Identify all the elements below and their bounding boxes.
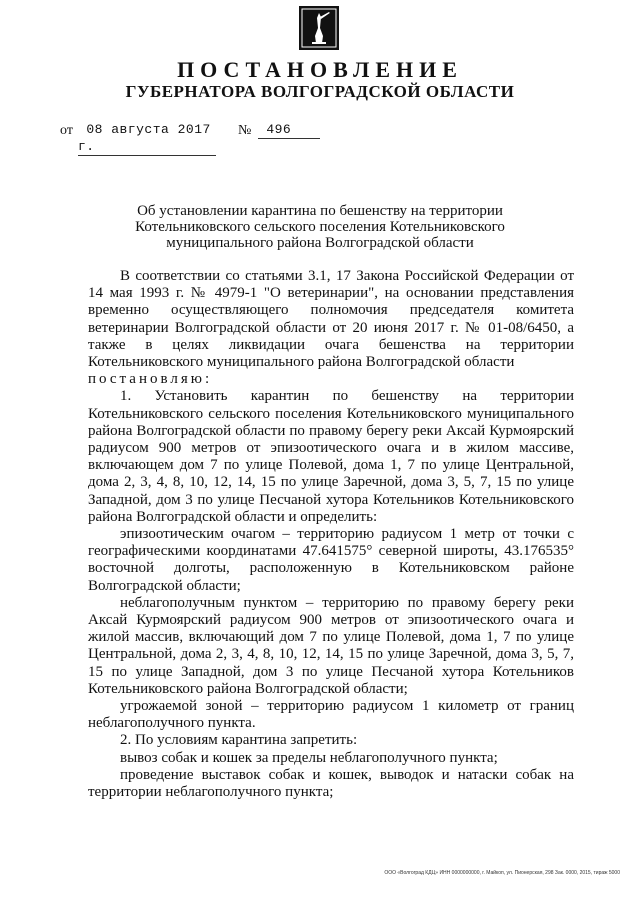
document-heading: Об установлении карантина по бешенству на территории Котельниковского сельского поселения Котельниковского муниципального района Волгоградской области [135, 203, 505, 251]
date-value: 08 августа 2017 г. [78, 121, 216, 156]
clause-1-zone: угрожаемой зоной – территорию радиусом 1 километр от границ неблагополучного пункта. [88, 698, 574, 732]
date-label: от [60, 123, 73, 138]
clause-1: 1. Установить карантин по бешенству на территории Котельниковского сельского поселения Котельниковского муниципального района Волгоградской области по правому берегу реки Аксай Курмоярский радиусом 900 метров от эпизоотического очага и в жилом массиве, включающем дом 7 по улице Полевой, дома 1, 7 по улице Центральной, дома 2, 3, 4, 8, 10, 12, 14, 15 по улице Заречной, дома 3, 5, 7, 15 по улице Западной, дом 3 по улице Песчаной хутора Котельников Котельниковского района Волгоградской области и определить: [88, 388, 574, 525]
document-body [88, 268, 574, 801]
number-value: 496 [258, 121, 320, 139]
intro-paragraph: В соответствии со статьями 3.1, 17 Закона Российской Федерации от 14 мая 1993 г. № 4979-1 "О ветеринарии", на основании представления временно осуществляющего полномочия председателя комитета ветеринарии Волгоградской области от 20 июня 2017 г. № 01-08/6450, а также в целях ликвидации очага бешенства на территории Котельниковского муниципального района Волгоградской области [88, 268, 574, 371]
document-title: ПОСТАНОВЛЕНИЕ [177, 57, 463, 82]
dateline [60, 121, 360, 154]
clause-2: 2. По условиям карантина запретить: [120, 732, 358, 749]
clause-2-item-2: проведение выставок собак и кошек, выводок и натаски собак на территории неблагополучного пункта; [88, 766, 574, 801]
document-subtitle: ГУБЕРНАТОРА ВОЛГОГРАДСКОЙ ОБЛАСТИ [125, 82, 515, 101]
emblem-icon [299, 6, 339, 50]
print-imprint: ООО «Волгоград КДЦ» ИНН 0000000000, г. Майкоп, ул. Пионерская, 298 Зак. 0000, 2015, тираж 5000 [384, 870, 620, 876]
clause-1-point: неблагополучным пунктом – территорию по правому берегу реки Аксай Курмоярский радиусом 900 метров от эпизоотического очага и жилой массив, включающий дом 7 по улице Полевой, дома 1, 7 по улице Центральной, дома 2, 3, 4, 8, 10, 12, 14, 15 по улице Заречной, дома 3, 5, 7, 15 по улице Западной, дом 3 по улице Песчаной хутора Котельников Котельниковского района Волгоградской области; [88, 594, 574, 697]
clause-2-item-1: вывоз собак и кошек за пределы неблагополучного пункта; [120, 749, 498, 766]
number-label: № [238, 123, 252, 138]
decree-word: постановляю: [88, 371, 213, 388]
clause-1-focus: эпизоотическим очагом – территорию радиусом 1 метр от точки с географическими координатами 47.641575° северной широты, 43.176535° восточной долготы, расположенную в Котельниковском районе Волгоградской области; [88, 526, 574, 594]
